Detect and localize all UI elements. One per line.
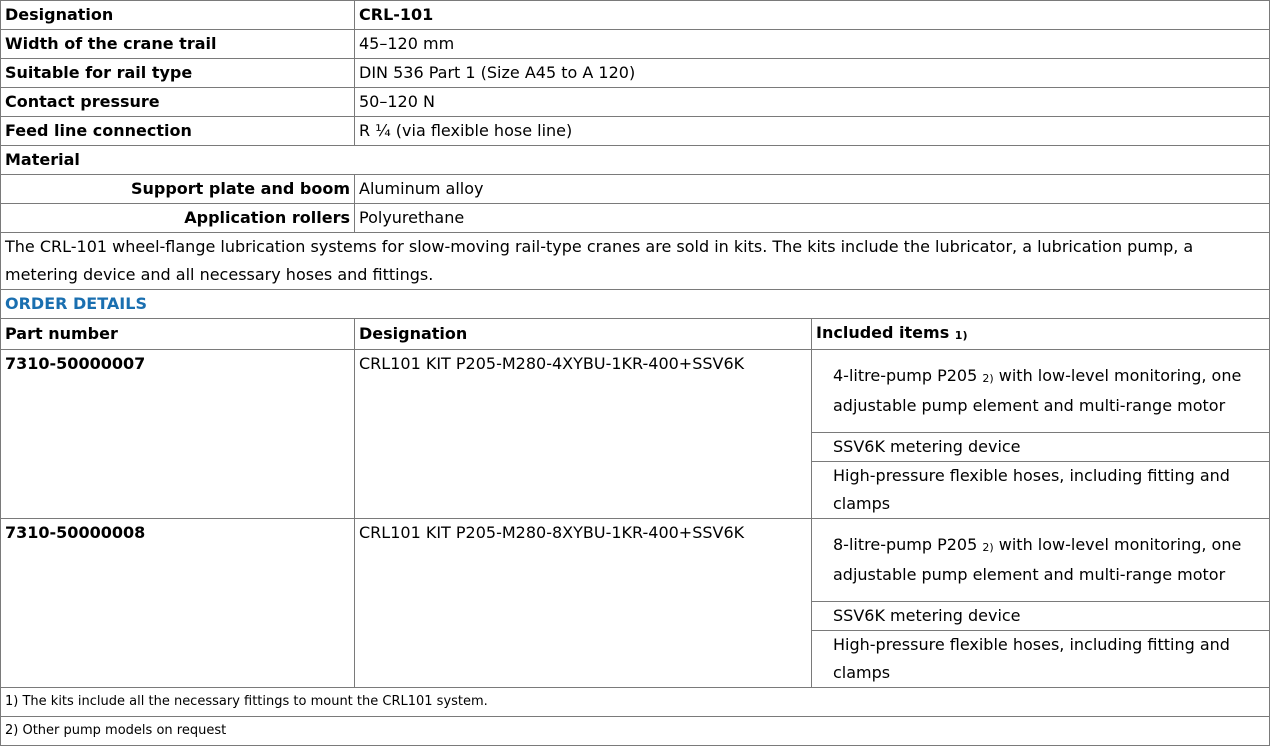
order-row [1, 350, 1270, 519]
spec-row-material [1, 146, 1270, 175]
spec-value: DIN 536 Part 1 (Size A45 to A 120) [355, 59, 1270, 88]
spec-row-rollers [1, 204, 1270, 233]
spec-label: Designation [1, 1, 355, 30]
spec-label: Feed line connection [1, 117, 355, 146]
order-details-title: ORDER DETAILS [1, 290, 1270, 319]
spec-row-contact-pressure [1, 88, 1270, 117]
spec-label: Contact pressure [1, 88, 355, 117]
spec-value: CRL-101 [355, 1, 1270, 30]
footnote-ref: 1) [954, 329, 968, 342]
included-items-list [812, 350, 1269, 518]
order-details-heading-row [1, 290, 1270, 319]
spec-row-designation [1, 1, 1270, 30]
column-header-part-number: Part number [1, 319, 355, 350]
kit-designation: CRL101 KIT P205-M280-8XYBU-1KR-400+SSV6K [355, 519, 812, 688]
footnote-2: 2) Other pump models on request [1, 717, 1270, 746]
included-items-cell [812, 350, 1270, 519]
footnote-ref: 2) [982, 541, 994, 554]
spec-label: Suitable for rail type [1, 59, 355, 88]
included-item: 8-litre-pump P205 2) with low-level monitoring, one adjustable pump element and multi-range motor [812, 519, 1269, 602]
spec-value: 50–120 N [355, 88, 1270, 117]
included-item: SSV6K metering device [812, 433, 1269, 462]
spec-row-feed-line [1, 117, 1270, 146]
description-row [1, 233, 1270, 290]
included-items-label: Included items [816, 323, 950, 342]
spec-section-heading: Material [1, 146, 1270, 175]
footnote-row [1, 688, 1270, 717]
spec-row-support-plate [1, 175, 1270, 204]
spec-row-width [1, 30, 1270, 59]
order-row [1, 519, 1270, 688]
spec-label: Width of the crane trail [1, 30, 355, 59]
included-item: High-pressure flexible hoses, including fitting and clamps [833, 635, 1230, 682]
footnote-ref: 2) [982, 372, 994, 385]
spec-row-rail-type [1, 59, 1270, 88]
order-header-row [1, 319, 1270, 350]
spec-sublabel: Support plate and boom [1, 175, 355, 204]
description-text: The CRL-101 wheel-flange lubrication systems for slow-moving rail-type cranes are sold in kits. The kits include the lubricator, a lubrication pump, a metering device and all necessary hoses and fittings. [1, 233, 1270, 290]
footnote-1: 1) The kits include all the necessary fittings to mount the CRL101 system. [1, 688, 1270, 717]
spec-sublabel: Application rollers [1, 204, 355, 233]
spec-value: Aluminum alloy [355, 175, 1270, 204]
included-item: High-pressure flexible hoses, including fitting and clamps [833, 466, 1230, 513]
spec-value: R ¼ (via flexible hose line) [355, 117, 1270, 146]
part-number: 7310-50000007 [1, 350, 355, 519]
included-items-cell [812, 519, 1270, 688]
column-header-included-items [812, 319, 1270, 350]
column-header-designation: Designation [355, 319, 812, 350]
included-items-list [812, 519, 1269, 687]
spec-value: Polyurethane [355, 204, 1270, 233]
footnote-row [1, 717, 1270, 746]
kit-designation: CRL101 KIT P205-M280-4XYBU-1KR-400+SSV6K [355, 350, 812, 519]
spec-value: 45–120 mm [355, 30, 1270, 59]
included-item: 4-litre-pump P205 2) with low-level monitoring, one adjustable pump element and multi-range motor [812, 350, 1269, 433]
part-number: 7310-50000008 [1, 519, 355, 688]
included-item: SSV6K metering device [812, 602, 1269, 631]
